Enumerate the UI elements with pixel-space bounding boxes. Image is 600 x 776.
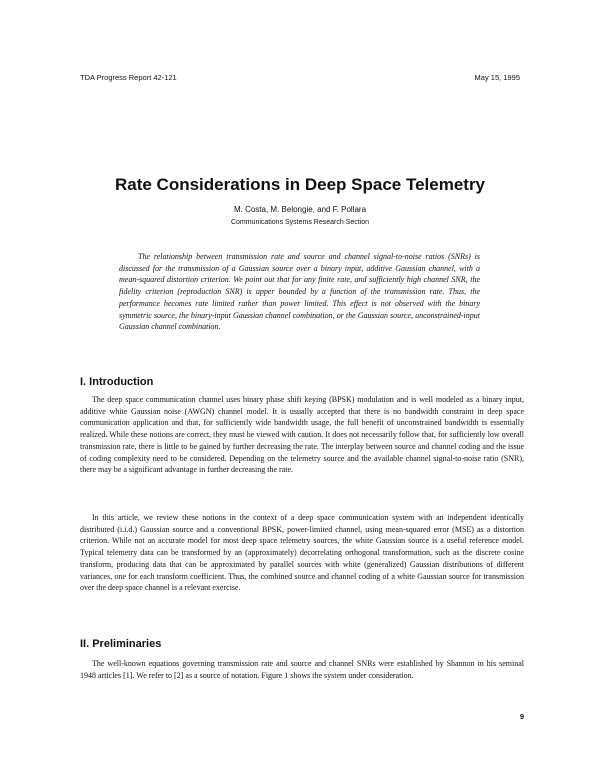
report-date: May 15, 1995 (474, 73, 520, 82)
report-header: TDA Progress Report 42-121 (80, 73, 177, 82)
page-number: 9 (519, 712, 524, 721)
affiliation: Communications Systems Research Section (230, 219, 370, 226)
section-heading-introduction: I. Introduction (80, 376, 154, 388)
intro-paragraph-1: The deep space communication channel uses binary phase shift keying (BPSK) modulation and is well modeled as a binary input, additive white Gaussian noise (AWGN) channel model. It is usually accepted that there is no bandwidth constraint in deep space communication application and that, for sufficiently wide bandwidth usage, the full benefit of unconstrained bandwidth is essentially realized. While these notions are correct, they must be viewed with caution. It does not necessarily follow that, for sufficiently low overall transmission rate, there is little to be gained by further decreasing the rate. The interplay between source and channel coding and the issue of coding complexity need to be considered. Depending on the telemetry source and the available channel signal-to-noise ratio (SNR), there may be a significant advantage in further decreasing the rate. (80, 395, 524, 475)
authors: M. Costa, M. Belongie, and F. Pollara (233, 205, 367, 214)
paper-title: Rate Considerations in Deep Space Telemetry (114, 175, 486, 194)
section-heading-preliminaries: II. Preliminaries (80, 638, 162, 650)
intro-paragraph-2: In this article, we review these notions in the context of a deep space communication system with an independent identically distributed (i.i.d.) Gaussian source and a conventional BPSK, power-limited channel, using mean-squared error (MSE) as a distortion criterion. While not an accurate model for most deep space telemetry sources, the white Gaussian source is a useful reference model. Typical telemetry data can be transformed by an (approximately) decorrelating orthogonal transformation, such as the discrete cosine transform, producing data that can be approximated by parallel sources with white (generalized) Gaussian distributions of different variances, one for each transform coefficient. Thus, the combined source and channel coding of a white Gaussian source for transmission over the deep space channel is a relevant exercise. (80, 513, 524, 593)
abstract: The relationship between transmission rate and source and channel signal-to-noise ratios (SNRs) is discussed for the transmission of a Gaussian source over a binary input, additive Gaussian channel, with a mean-squared distortion criterion. We point out that for any finite rate, and sufficiently high channel SNR, the fidelity criterion (reproduction SNR) is upper bounded by a function of the transmission rate. Thus, the performance becomes rate limited rather than power limited. This effect is not observed with the binary symmetric source, the binary-input Gaussian channel combination, or the Gaussian source, unconstrained-input Gaussian channel combination. (119, 252, 480, 332)
preliminaries-paragraph-1: The well-known equations governing transmission rate and source and channel SNRs were established by Shannon in his seminal 1948 articles [1]. We refer to [2] as a source of notation. Figure 1 shows the system under consideration. (80, 659, 524, 680)
